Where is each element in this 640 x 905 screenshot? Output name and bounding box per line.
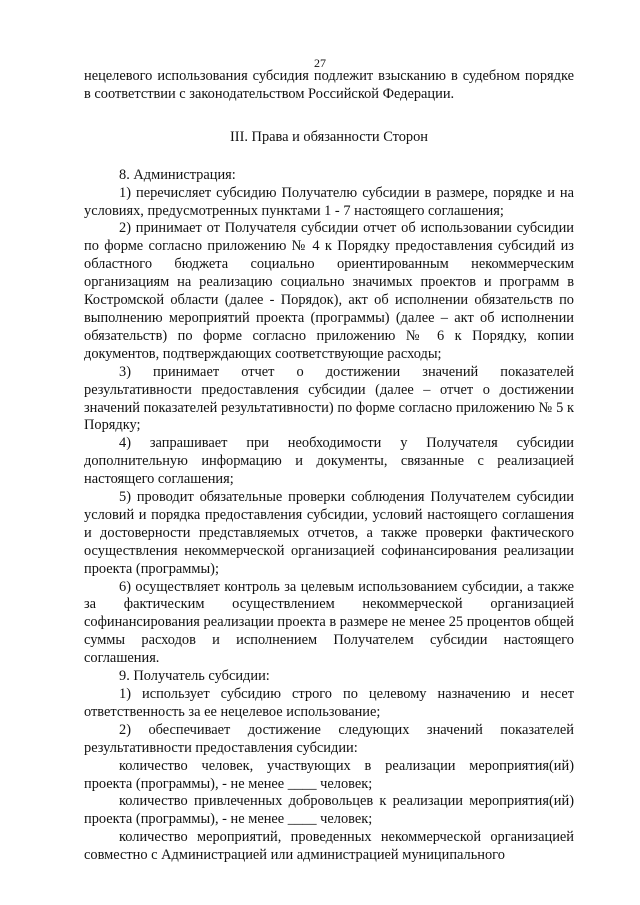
clause-9-item-1: 1) использует субсидию строго по целевому назначению и несет ответственность за ее нецелевое использование; [84, 686, 574, 720]
clause-8-item-6: 6) осуществляет контроль за целевым использованием субсидии, а также за фактическим осуществлением некоммерческой организацией софинансирования реализации проекта в размере не менее 25 процентов общей суммы расходов и исполнением Получателем субсидии настоящего соглашения. [84, 578, 574, 667]
clause-8-item-1: 1) перечисляет субсидию Получателю субсидии в размере, порядке и на условиях, предусмотренных пунктами 1 - 7 настоящего соглашения; [84, 184, 574, 219]
clause-8-item-2: 2) принимает от Получателя субсидии отчет об использовании субсидии по форме согласно приложению № 4 к Порядку предоставления субсидий из областного бюджета социально ориентированным некоммерческим организациям на реализацию социально значимых проектов и программ в Костромской области (далее - Порядок), акт об исполнении обязательств по выполнению мероприятий проекта (программы) (далее – акт об исполнении обязательств) по форме согласно приложению № 6 к Порядку, копии документов, подтверждающих соответствующие расходы; [84, 220, 574, 362]
paragraph-continuation: нецелевого использования субсидия подлежит взысканию в судебном порядке в соответствии с законодательством Российской Федерации. [84, 68, 574, 102]
clause-9-heading: 9. Получатель субсидии: [119, 668, 270, 685]
indicator-volunteers: количество привлеченных добровольцев к реализации мероприятия(ий) проекта (программы), - не менее ____ человек; [84, 793, 574, 828]
clause-8-item-4: 4) запрашивает при необходимости у Получателя субсидии дополнительную информацию и документы, связанные с реализацией настоящего соглашения; [84, 435, 574, 488]
indicator-events: количество мероприятий, проведенных некоммерческой организацией совместно с Администрацией или администрацией муниципального [84, 829, 574, 864]
indicator-participants: количество человек, участвующих в реализации мероприятия(ий) проекта (программы), - не менее ____ человек; [84, 757, 574, 792]
clause-8-item-3: 3) принимает отчет о достижении значений показателей результативности предоставления субсидии (далее – отчет о достижении значений показателей результативности) по форме согласно приложению № 5 к Порядку; [84, 363, 574, 434]
clause-8-item-5: 5) проводит обязательные проверки соблюдения Получателем субсидии условий и порядка предоставления субсидии, условий настоящего соглашения и достоверности представляемых отчетов, а также проверки фактического осуществления некоммерческой организацией софинансирования реализации проекта (программы); [84, 489, 574, 577]
section-heading: III. Права и обязанности Сторон [229, 128, 428, 145]
document-body [84, 68, 574, 865]
clause-8-heading: 8. Администрация: [119, 166, 236, 183]
clause-9-item-2: 2) обеспечивает достижение следующих значений показателей результативности предоставления субсидии: [84, 721, 574, 756]
page-number: 27 [314, 56, 326, 70]
